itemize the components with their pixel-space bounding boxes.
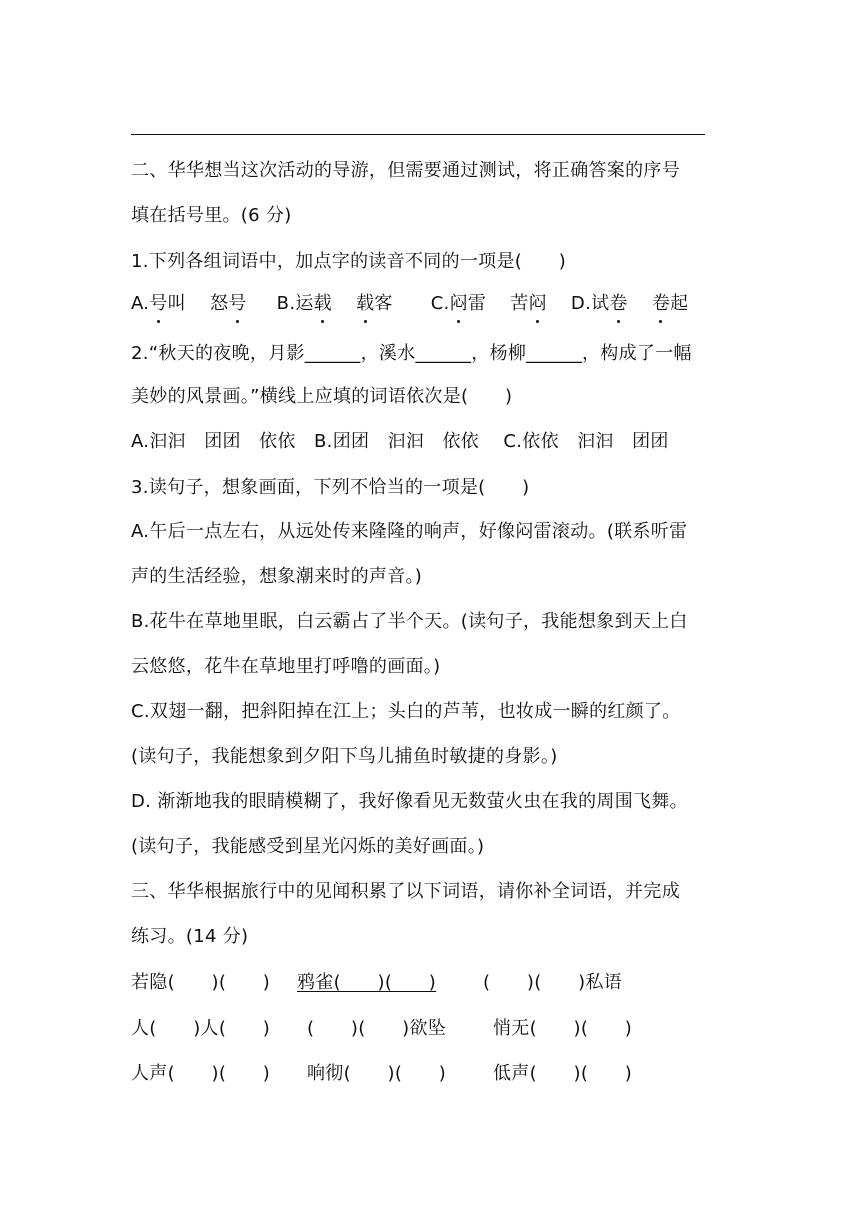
section2-heading-line2: 填在括号里。(6 分) (131, 205, 292, 226)
idiom-blank[interactable]: 人声( )( ) (131, 1063, 271, 1084)
q3-option-d-line2: (读句子，我能感受到星光闪烁的美好画面。) (131, 836, 485, 857)
idiom-blank[interactable]: 鸦雀( )( ) (297, 972, 437, 993)
section3-heading-line1: 三、华华根据旅行中的见闻积累了以下词语，请你补全词语，并完成 (131, 881, 680, 902)
q1-options (131, 292, 688, 316)
section3-heading-line2: 练习。(14 分) (131, 926, 249, 947)
idiom-row-1 (131, 971, 622, 995)
q3-option-c-line1: C.双翅一翻，把斜阳掉在江上；头白的芦苇，也妆成一瞬的红颜了。 (131, 701, 681, 722)
idiom-blank[interactable]: 人( )人( ) (131, 1018, 271, 1039)
q3-stem: 3.读句子，想象画面，下列不恰当的一项是( ) (131, 477, 530, 498)
idiom-blank[interactable]: 悄无( )( ) (493, 1018, 633, 1039)
q3-option-c-line2: (读句子，我能想象到夕阳下鸟儿捕鱼时敏捷的身影。) (131, 746, 558, 767)
q1-option-d: D.试卷 卷起 (570, 293, 689, 314)
idiom-blank[interactable]: 低声( )( ) (493, 1063, 633, 1084)
q2-options: A.汩汩 团团 依依 B.团团 汩汩 依依 C.依依 汩汩 团团 (131, 431, 669, 452)
q1-stem: 1.下列各组词语中，加点字的读音不同的一项是( ) (131, 251, 567, 272)
q3-option-a-line2: 声的生活经验，想象潮来时的声音。) (131, 566, 423, 587)
idiom-blank[interactable]: ( )( )欲坠 (307, 1018, 447, 1039)
q2-stem-line2: 美妙的风景画。”横线上应填的词语依次是( ) (131, 386, 513, 407)
q3-option-b-line1: B.花牛在草地里眠，白云霸占了半个天。(读句子，我能想象到天上白 (131, 611, 688, 632)
q1-option-b: B.运载 载客 (276, 293, 393, 314)
q1-option-a: A.号叫 怒号 (131, 293, 247, 314)
q1-option-c: C.闷雷 苦闷 (430, 293, 547, 314)
idiom-row-2 (131, 1017, 632, 1041)
idiom-row-3 (131, 1062, 632, 1086)
idiom-blank[interactable]: ( )( )私语 (483, 972, 623, 993)
q2-stem-line1: 2.“秋天的夜晚，月影______，溪水______，杨柳______，构成了一幅 (131, 343, 692, 364)
q3-option-b-line2: 云悠悠，花牛在草地里打呼噜的画面。) (131, 656, 441, 677)
top-rule (131, 134, 705, 135)
q3-option-a-line1: A.午后一点左右，从远处传来隆隆的响声，好像闷雷滚动。(联系听雷 (131, 521, 688, 542)
idiom-blank[interactable]: 响彻( )( ) (307, 1063, 447, 1084)
q3-option-d-line1: D. 渐渐地我的眼睛模糊了，我好像看见无数萤火虫在我的周围飞舞。 (131, 791, 688, 812)
section2-heading-line1: 二、华华想当这次活动的导游，但需要通过测试，将正确答案的序号 (131, 160, 680, 181)
idiom-blank[interactable]: 若隐( )( ) (131, 972, 271, 993)
